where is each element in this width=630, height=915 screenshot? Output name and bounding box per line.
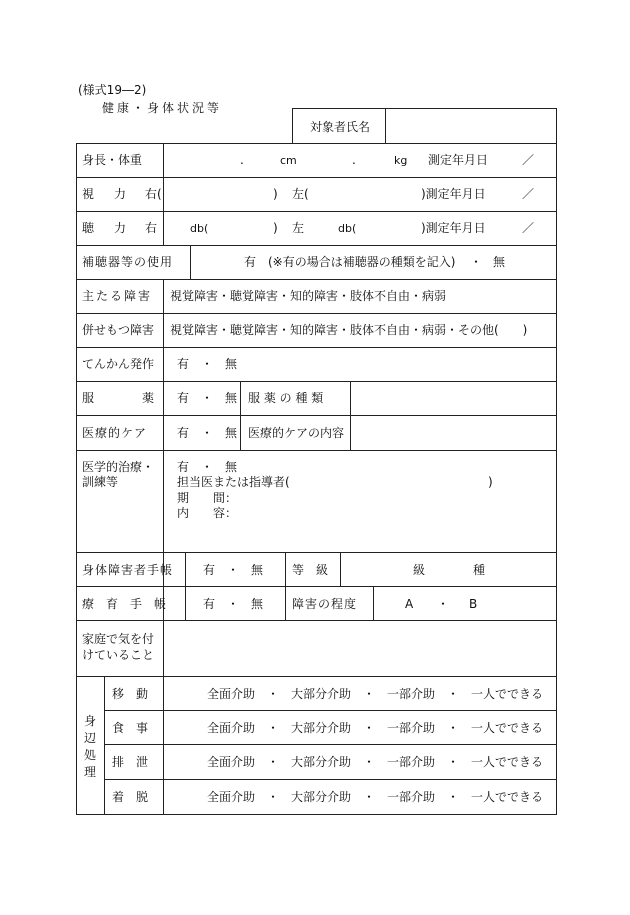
form-number: (様式19―2) bbox=[78, 83, 147, 97]
period-label: 期 間： bbox=[177, 491, 238, 505]
hearing-aid-note: (※有の場合は補聴器の種類を記入) bbox=[268, 255, 456, 269]
physical-handbook-options[interactable]: 有 ・ 無 bbox=[203, 563, 264, 577]
degree-b[interactable]: B bbox=[469, 597, 478, 611]
rehab-handbook-options[interactable]: 有 ・ 無 bbox=[203, 597, 264, 611]
self-care-item-label: 排 泄 bbox=[112, 755, 149, 769]
vision-right-close: ) bbox=[273, 187, 278, 201]
height-weight-label: 身長・体重 bbox=[82, 153, 143, 167]
vision-label: 視 力 bbox=[82, 187, 131, 201]
subject-name-label: 対象者氏名 bbox=[310, 120, 371, 134]
hearing-aid-dot: ・ bbox=[470, 255, 483, 269]
main-disability-label: 主たる障害 bbox=[82, 289, 153, 303]
degree-a[interactable]: A bbox=[405, 597, 414, 611]
doctor-label: 担当医または指導者( bbox=[177, 475, 290, 489]
hearing-aid-no[interactable]: 無 bbox=[493, 255, 506, 269]
hearing-aid-label: 補聴器等の使用 bbox=[82, 255, 174, 269]
height-decimal-dot: . bbox=[240, 153, 244, 167]
physical-handbook-label: 身体障害者手帳 bbox=[82, 563, 174, 577]
page-title: 健康・身体状況等 bbox=[102, 101, 223, 115]
combined-disability-options[interactable]: 視覚障害・聴覚障害・知的障害・肢体不自由・病弱・その他( ) bbox=[170, 323, 528, 337]
medical-treatment-options[interactable]: 有 ・ 無 bbox=[177, 460, 238, 474]
hearing-aid-yes[interactable]: 有 bbox=[244, 255, 257, 269]
epilepsy-options[interactable]: 有 ・ 無 bbox=[177, 357, 238, 371]
measure-date-label: 測定年月日 bbox=[428, 153, 489, 167]
self-care-item-label: 食 事 bbox=[112, 721, 149, 735]
self-care-char-4: 理 bbox=[84, 765, 97, 779]
medication-options[interactable]: 有 ・ 無 bbox=[177, 391, 238, 405]
date-slash: ／ bbox=[522, 221, 535, 235]
cm-unit: cm bbox=[280, 154, 297, 167]
home-care-label-2: けていること bbox=[82, 648, 155, 662]
hearing-left: 左 bbox=[292, 221, 305, 235]
medical-treatment-label-2: 訓練等 bbox=[82, 475, 119, 489]
medication-type-label: 服 薬 の 種 類 bbox=[248, 391, 324, 405]
date-slash: ／ bbox=[522, 153, 535, 167]
grade-label: 等 級 bbox=[292, 563, 329, 577]
self-care-char-1: 身 bbox=[84, 714, 97, 728]
self-care-scale[interactable]: 全面介助 ・ 大部分介助 ・ 一部介助 ・ 一人でできる bbox=[207, 721, 544, 735]
hearing-date-label: )測定年月日 bbox=[421, 221, 486, 235]
medical-care-content-label: 医療的ケアの内容 bbox=[248, 426, 345, 440]
degree-dot: ・ bbox=[437, 597, 450, 611]
hearing-right: 右 bbox=[145, 221, 158, 235]
degree-label: 障害の程度 bbox=[292, 597, 358, 611]
self-care-scale[interactable]: 全面介助 ・ 大部分介助 ・ 一部介助 ・ 一人でできる bbox=[207, 687, 544, 701]
self-care-scale[interactable]: 全面介助 ・ 大部分介助 ・ 一部介助 ・ 一人でできる bbox=[207, 755, 544, 769]
rehab-handbook-label: 療 育 手 帳 bbox=[82, 597, 167, 611]
vision-right: 右( bbox=[145, 187, 162, 201]
grade-unit: 級 bbox=[413, 563, 426, 577]
hearing-db-right: db( bbox=[190, 222, 209, 235]
home-care-field[interactable] bbox=[165, 622, 555, 674]
vision-left: 左( bbox=[292, 187, 309, 201]
date-slash: ／ bbox=[522, 187, 535, 201]
medical-care-options[interactable]: 有 ・ 無 bbox=[177, 426, 238, 440]
self-care-item-label: 移 動 bbox=[112, 687, 149, 701]
doctor-close: ) bbox=[488, 475, 493, 489]
self-care-char-3: 処 bbox=[84, 748, 97, 762]
medical-care-label: 医療的ケア bbox=[82, 426, 148, 440]
combined-disability-label: 併せもつ障害 bbox=[82, 323, 155, 337]
self-care-scale[interactable]: 全面介助 ・ 大部分介助 ・ 一部介助 ・ 一人でできる bbox=[207, 790, 544, 804]
hearing-right-close: ) bbox=[273, 221, 278, 235]
medication-label: 服 薬 bbox=[82, 391, 155, 405]
type-unit: 種 bbox=[473, 563, 486, 577]
subject-name-field[interactable] bbox=[387, 110, 555, 142]
main-disability-options[interactable]: 視覚障害・聴覚障害・知的障害・肢体不自由・病弱 bbox=[170, 289, 447, 303]
medical-treatment-label-1: 医学的治療・ bbox=[82, 460, 155, 474]
hearing-db-left: db( bbox=[338, 222, 357, 235]
kg-unit: kg bbox=[394, 154, 408, 167]
self-care-char-2: 辺 bbox=[84, 731, 97, 745]
hearing-label: 聴 力 bbox=[82, 221, 131, 235]
home-care-label-1: 家庭で気を付 bbox=[82, 632, 155, 646]
self-care-item-label: 着 脱 bbox=[112, 790, 149, 804]
content-label: 内 容： bbox=[177, 506, 238, 520]
epilepsy-label: てんかん発作 bbox=[82, 357, 155, 371]
vision-date-label: )測定年月日 bbox=[421, 187, 486, 201]
weight-decimal-dot: . bbox=[352, 153, 356, 167]
